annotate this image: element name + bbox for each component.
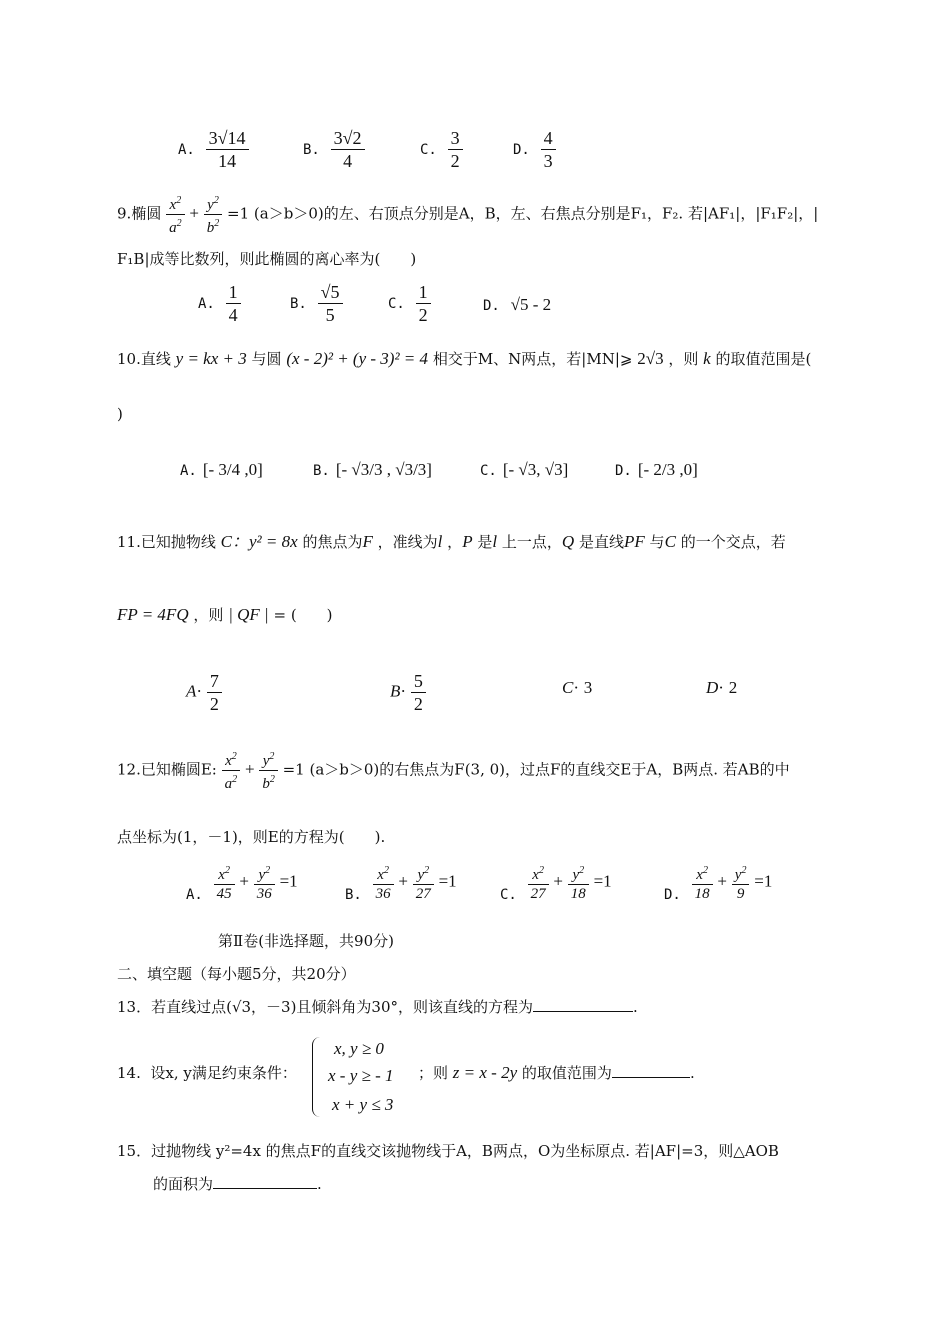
q8-option-c-value: $\frac{3}{2}$: [448, 127, 463, 172]
q9-y-frac: $\frac{y^2}{b^2}$: [204, 192, 223, 237]
q9-option-c: C. $\frac{1}{2}$: [388, 281, 431, 326]
q14-brace: [312, 1037, 323, 1117]
q15-answer-blank[interactable]: [213, 1174, 317, 1189]
q12-line1: 12.已知椭圆E: $\frac{x^2}{a^2}$ + $\frac{y^2}{b^2}$ =1 (a＞b＞0)的右焦点为F(3, 0)，过点F的直线交E于A，B两点. 若AB的中: [117, 748, 790, 793]
q8-option-d: D. $\frac{4}{3}$: [513, 127, 556, 172]
q14-constraint-3: x + y ≤ 3: [332, 1095, 394, 1114]
q10-option-b: B. [- √3/3 , √3/3]: [313, 460, 432, 479]
part2-title: 第Ⅱ卷(非选择题，共90分): [218, 932, 394, 950]
q14-answer-blank[interactable]: [612, 1063, 690, 1078]
q9-option-b-value: $\frac{√5}{5}$: [318, 281, 343, 326]
q10-option-a: A. [- 3/4 ,0]: [180, 460, 263, 479]
q10-close-paren: ): [117, 405, 123, 423]
q15-line2: 的面积为 .: [153, 1175, 322, 1193]
q11-option-c: C· 3: [562, 678, 593, 697]
q11-line2: FP = 4FQ ，则 | QF | = ( ): [117, 605, 333, 624]
q11-option-a: A· $\frac{7}{2}$: [186, 670, 222, 715]
q14-prefix: 14. 设x, y满足约束条件：: [117, 1064, 297, 1082]
q10-option-d: D. [- 2/3 ,0]: [615, 460, 698, 479]
q8-option-a-value: $\frac{3√14}{14}$: [206, 127, 249, 172]
section2-heading: 二、填空题（每小题5分，共20分）: [117, 965, 356, 983]
q10-circle-eq: (x - 2)² + (y - 3)² = 4: [286, 349, 429, 368]
q10-line-eq: y = kx + 3: [175, 349, 247, 368]
q11-option-d: D· 2: [706, 678, 738, 697]
q8-option-d-value: $\frac{4}{3}$: [541, 127, 556, 172]
q10-line1: 10.直线 y = kx + 3 与圆 (x - 2)² + (y - 3)² = 4 相交于M、N两点，若|MN|⩾ 2√3 ，则 k 的取值范围是(: [117, 349, 812, 368]
q13: 13．若直线过点(√3，－3)且倾斜角为30°，则该直线的方程为 .: [117, 998, 638, 1016]
q8-options: [178, 127, 249, 172]
q12-line2: 点坐标为(1，－1)，则E的方程为( ).: [117, 828, 386, 846]
q13-answer-blank[interactable]: [533, 997, 633, 1012]
q11-option-b: B· $\frac{5}{2}$: [390, 670, 426, 715]
q12-option-b: B. $\frac{x^2}{36}$ + $\frac{y^2}{27}$ =1: [345, 862, 457, 903]
q14-constraint-1: x, y ≥ 0: [334, 1039, 384, 1058]
q15-line1: 15．过抛物线 y²=4x 的焦点F的直线交该抛物线于A，B两点，O为坐标原点. 若|AF|=3，则△AOB: [117, 1142, 779, 1160]
q12-option-d: D. $\frac{x^2}{18}$ + $\frac{y^2}{9}$ =1: [664, 862, 772, 903]
q12-option-c: C. $\frac{x^2}{27}$ + $\frac{y^2}{18}$ =1: [500, 862, 612, 903]
q14-suffix: ；则 z = x - 2y 的取值范围为 .: [418, 1063, 695, 1082]
q9-option-a-value: $\frac{1}{4}$: [226, 281, 241, 326]
q10-bound: 2√3: [637, 349, 664, 368]
q9-options: A. $\frac{1}{4}$: [198, 281, 241, 326]
q9-x-frac: $\frac{x^2}{a^2}$: [166, 192, 185, 237]
q11-line1: 11.已知抛物线 C：y² = 8x 的焦点为F ，准线为l ，P 是l 上一点，Q 是直线PF 与C 的一个交点，若: [117, 532, 786, 551]
q9-option-c-value: $\frac{1}{2}$: [416, 281, 431, 326]
q8-option-c: C. $\frac{3}{2}$: [420, 127, 463, 172]
q8-option-b: B. $\frac{3√2}{4}$: [303, 127, 365, 172]
q9-option-b: B. $\frac{√5}{5}$: [290, 281, 343, 326]
q9-option-d: D. √5 - 2: [483, 295, 552, 314]
q10-option-c: C. [- √3, √3]: [480, 460, 569, 479]
q9-line1: 9.椭圆 $\frac{x^2}{a^2}$ + $\frac{y^2}{b^2}$ =1 (a＞b＞0)的左、右顶点分别是A，B，左、右焦点分别是F₁，F₂. 若|AF₁|，|F₁F₂|，|: [117, 192, 818, 237]
q14-constraint-2: x - y ≥ - 1: [328, 1066, 394, 1085]
q8-option-b-value: $\frac{3√2}{4}$: [331, 127, 365, 172]
q12-option-a: A. $\frac{x^2}{45}$ + $\frac{y^2}{36}$ =1: [186, 862, 298, 903]
q8-option-a-label: A.: [178, 141, 195, 158]
q9-line2: F₁B|成等比数列，则此椭圆的离心率为( ): [117, 250, 417, 268]
q11-condition: FP = 4FQ: [117, 605, 189, 624]
